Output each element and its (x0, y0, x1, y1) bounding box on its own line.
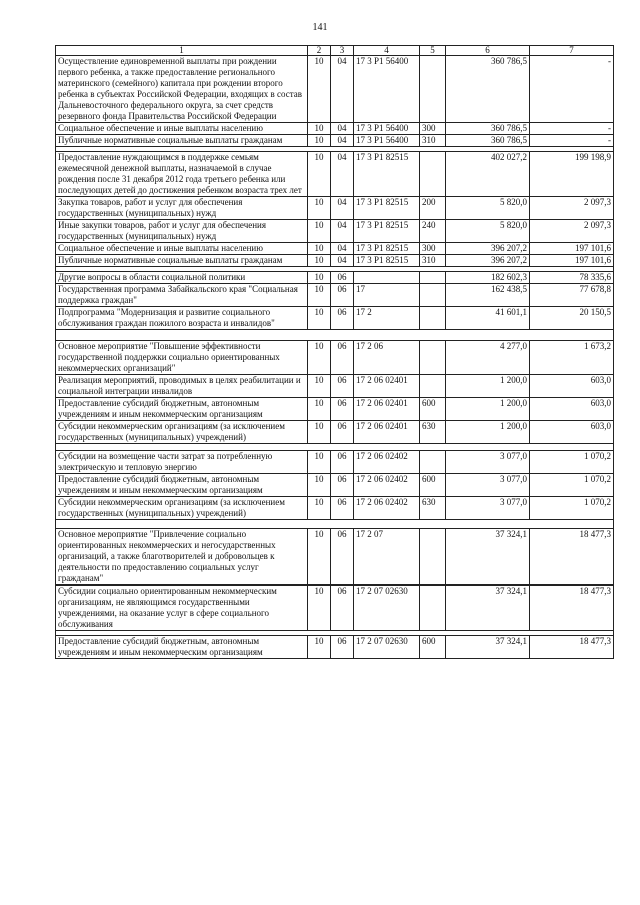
row-spacer-cell (56, 520, 614, 529)
amount-actual: 197 101,6 (530, 243, 614, 255)
row-name: Субсидии на возмещение части затрат за потребленную электрическую и тепловую энергию (56, 451, 308, 474)
amount-actual: 603,0 (530, 398, 614, 421)
expense-type-code: 600 (420, 398, 446, 421)
column-header: 5 (420, 46, 446, 56)
section-code: 10 (308, 421, 331, 444)
page-number: 141 (312, 22, 328, 33)
subsection-code: 06 (331, 474, 354, 497)
budget-table (55, 45, 614, 659)
subsection-code: 04 (331, 220, 354, 243)
amount-actual: 20 150,5 (530, 307, 614, 330)
table-row (56, 636, 614, 659)
row-name: Предоставление субсидий бюджетным, автономным учреждениям и иным некоммерческим организациям (56, 474, 308, 497)
row-spacer (56, 520, 614, 529)
subsection-code: 04 (331, 56, 354, 123)
section-code: 10 (308, 474, 331, 497)
table-row (56, 284, 614, 307)
article-code: 17 2 (354, 307, 420, 330)
row-name: Субсидии некоммерческим организациям (за исключением государственных (муниципальных) учреждений) (56, 497, 308, 520)
amount-actual: 18 477,3 (530, 636, 614, 659)
subsection-code: 06 (331, 307, 354, 330)
row-name: Социальное обеспечение и иные выплаты населению (56, 123, 308, 135)
article-code: 17 (354, 284, 420, 307)
expense-type-code: 310 (420, 135, 446, 147)
article-code: 17 2 06 02401 (354, 398, 420, 421)
row-name: Иные закупки товаров, работ и услуг для обеспечения государственных (муниципальных) нужд (56, 220, 308, 243)
section-code: 10 (308, 272, 331, 284)
table-row (56, 398, 614, 421)
amount-plan: 41 601,1 (446, 307, 530, 330)
expense-type-code (420, 341, 446, 375)
table-row (56, 307, 614, 330)
section-code: 10 (308, 586, 331, 631)
row-name: Предоставление субсидий бюджетным, автономным учреждениям и иным некоммерческим организациям (56, 398, 308, 421)
section-code: 10 (308, 197, 331, 220)
amount-plan: 37 324,1 (446, 586, 530, 631)
section-code: 10 (308, 497, 331, 520)
expense-type-code (420, 451, 446, 474)
expense-type-code: 300 (420, 123, 446, 135)
article-code (354, 272, 420, 284)
row-name: Предоставление субсидий бюджетным, автономным учреждениям и иным некоммерческим организациям (56, 636, 308, 659)
row-name: Субсидии некоммерческим организациям (за исключением государственных (муниципальных) учреждений) (56, 421, 308, 444)
amount-actual: 1 070,2 (530, 451, 614, 474)
expense-type-code: 200 (420, 197, 446, 220)
subsection-code: 06 (331, 341, 354, 375)
section-code: 10 (308, 135, 331, 147)
section-code: 10 (308, 56, 331, 123)
column-header: 4 (354, 46, 420, 56)
amount-actual: 77 678,8 (530, 284, 614, 307)
article-code: 17 2 06 02402 (354, 451, 420, 474)
expense-type-code (420, 272, 446, 284)
article-code: 17 2 06 02401 (354, 421, 420, 444)
table-row (56, 56, 614, 123)
amount-plan: 182 602,3 (446, 272, 530, 284)
amount-actual: 603,0 (530, 375, 614, 398)
table-row (56, 272, 614, 284)
amount-plan: 162 438,5 (446, 284, 530, 307)
article-code: 17 3 P1 82515 (354, 220, 420, 243)
article-code: 17 2 06 02402 (354, 474, 420, 497)
expense-type-code: 630 (420, 421, 446, 444)
row-spacer (56, 444, 614, 451)
table-row (56, 421, 614, 444)
amount-plan: 1 200,0 (446, 375, 530, 398)
row-name: Субсидии социально ориентированным некоммерческим организациям, не являющимся государственными учреждениями, на оказание услуг в сфере социального обслуживания (56, 586, 308, 631)
article-code: 17 3 P1 56400 (354, 123, 420, 135)
amount-actual: 603,0 (530, 421, 614, 444)
section-code: 10 (308, 398, 331, 421)
subsection-code: 04 (331, 243, 354, 255)
section-code: 10 (308, 243, 331, 255)
amount-actual: 1 070,2 (530, 497, 614, 520)
amount-plan: 396 207,2 (446, 255, 530, 267)
amount-actual: 78 335,6 (530, 272, 614, 284)
amount-plan: 396 207,2 (446, 243, 530, 255)
expense-type-code: 300 (420, 243, 446, 255)
amount-plan: 1 200,0 (446, 421, 530, 444)
row-name: Социальное обеспечение и иные выплаты населению (56, 243, 308, 255)
section-code: 10 (308, 375, 331, 398)
row-name: Осуществление единовременной выплаты при рождении первого ребенка, а также предоставление регионального материнского (семейного) капитала при рождении второго ребенка в субъектах Российской Федерации, входящих в состав Дальневосточного федерального округа, за счет средств резервного фонда Правительства Российской Федерации (56, 56, 308, 123)
expense-type-code: 600 (420, 636, 446, 659)
expense-type-code (420, 529, 446, 585)
row-name: Публичные нормативные социальные выплаты гражданам (56, 255, 308, 267)
section-code: 10 (308, 123, 331, 135)
row-name: Основное мероприятие "Повышение эффективности государственной поддержки социально ориентированных некоммерческих организаций" (56, 341, 308, 375)
subsection-code: 06 (331, 529, 354, 585)
table-row (56, 451, 614, 474)
expense-type-code (420, 56, 446, 123)
subsection-code: 06 (331, 272, 354, 284)
expense-type-code (420, 375, 446, 398)
section-code: 10 (308, 307, 331, 330)
section-code: 10 (308, 284, 331, 307)
table-row (56, 586, 614, 631)
column-header: 3 (331, 46, 354, 56)
expense-type-code: 630 (420, 497, 446, 520)
article-code: 17 3 P1 82515 (354, 243, 420, 255)
column-header: 1 (56, 46, 308, 56)
subsection-code: 04 (331, 152, 354, 197)
table-row (56, 474, 614, 497)
subsection-code: 06 (331, 451, 354, 474)
amount-actual: 2 097,3 (530, 197, 614, 220)
table-row (56, 529, 614, 585)
table-row (56, 135, 614, 147)
amount-plan: 360 786,5 (446, 135, 530, 147)
table-row (56, 197, 614, 220)
amount-actual: 197 101,6 (530, 255, 614, 267)
expense-type-code: 310 (420, 255, 446, 267)
column-header: 2 (308, 46, 331, 56)
table-row (56, 152, 614, 197)
amount-plan: 1 200,0 (446, 398, 530, 421)
row-name: Предоставление нуждающимся в поддержке семьям ежемесячной денежной выплаты, назначаемой в случае рождения после 31 декабря 2012 года третьего ребенка или последующих детей до достижения ребенком возраста трех лет (56, 152, 308, 197)
article-code: 17 3 P1 82515 (354, 197, 420, 220)
subsection-code: 06 (331, 284, 354, 307)
subsection-code: 04 (331, 123, 354, 135)
expense-type-code: 600 (420, 474, 446, 497)
section-code: 10 (308, 220, 331, 243)
amount-actual: 18 477,3 (530, 529, 614, 585)
column-number-row (56, 46, 614, 56)
row-name: Государственная программа Забайкальского края "Социальная поддержка граждан" (56, 284, 308, 307)
section-code: 10 (308, 529, 331, 585)
article-code: 17 2 07 02630 (354, 586, 420, 631)
row-name: Другие вопросы в области социальной политики (56, 272, 308, 284)
subsection-code: 06 (331, 398, 354, 421)
table-row (56, 375, 614, 398)
amount-plan: 4 277,0 (446, 341, 530, 375)
subsection-code: 06 (331, 375, 354, 398)
article-code: 17 2 07 (354, 529, 420, 585)
row-spacer-cell (56, 444, 614, 451)
subsection-code: 04 (331, 197, 354, 220)
expense-type-code (420, 586, 446, 631)
amount-actual: 1 070,2 (530, 474, 614, 497)
amount-plan: 3 077,0 (446, 451, 530, 474)
row-name: Публичные нормативные социальные выплаты гражданам (56, 135, 308, 147)
table-row (56, 497, 614, 520)
section-code: 10 (308, 636, 331, 659)
amount-actual: - (530, 135, 614, 147)
column-header: 6 (446, 46, 530, 56)
expense-type-code (420, 152, 446, 197)
amount-actual: 199 198,9 (530, 152, 614, 197)
article-code: 17 2 06 (354, 341, 420, 375)
amount-plan: 360 786,5 (446, 123, 530, 135)
amount-plan: 37 324,1 (446, 636, 530, 659)
amount-plan: 37 324,1 (446, 529, 530, 585)
article-code: 17 2 06 02402 (354, 497, 420, 520)
article-code: 17 3 P1 82515 (354, 152, 420, 197)
expense-type-code (420, 307, 446, 330)
subsection-code: 04 (331, 255, 354, 267)
section-code: 10 (308, 152, 331, 197)
subsection-code: 06 (331, 586, 354, 631)
expense-type-code (420, 284, 446, 307)
row-name: Подпрограмма "Модернизация и развитие социального обслуживания граждан пожилого возраста и инвалидов" (56, 307, 308, 330)
section-code: 10 (308, 341, 331, 375)
section-code: 10 (308, 451, 331, 474)
row-spacer (56, 330, 614, 341)
column-header: 7 (530, 46, 614, 56)
article-code: 17 2 07 02630 (354, 636, 420, 659)
amount-plan: 5 820,0 (446, 220, 530, 243)
article-code: 17 3 P1 56400 (354, 56, 420, 123)
amount-plan: 5 820,0 (446, 197, 530, 220)
amount-plan: 402 027,2 (446, 152, 530, 197)
table-row (56, 243, 614, 255)
amount-plan: 360 786,5 (446, 56, 530, 123)
expense-type-code: 240 (420, 220, 446, 243)
table-row (56, 220, 614, 243)
row-name: Реализация мероприятий, проводимых в целях реабилитации и социальной интеграции инвалидов (56, 375, 308, 398)
subsection-code: 04 (331, 135, 354, 147)
table-row (56, 123, 614, 135)
row-spacer-cell (56, 330, 614, 341)
row-name: Основное мероприятие "Привлечение социально ориентированных некоммерческих и негосударственных организаций, а также благотворителей и добровольцев к деятельности по предоставлению социальных услуг гражданам" (56, 529, 308, 585)
table-row (56, 341, 614, 375)
amount-actual: 1 673,2 (530, 341, 614, 375)
article-code: 17 3 P1 82515 (354, 255, 420, 267)
amount-actual: 18 477,3 (530, 586, 614, 631)
amount-actual: 2 097,3 (530, 220, 614, 243)
section-code: 10 (308, 255, 331, 267)
amount-plan: 3 077,0 (446, 474, 530, 497)
row-name: Закупка товаров, работ и услуг для обеспечения государственных (муниципальных) нужд (56, 197, 308, 220)
amount-actual: - (530, 56, 614, 123)
subsection-code: 06 (331, 497, 354, 520)
subsection-code: 06 (331, 636, 354, 659)
article-code: 17 3 P1 56400 (354, 135, 420, 147)
subsection-code: 06 (331, 421, 354, 444)
article-code: 17 2 06 02401 (354, 375, 420, 398)
amount-actual: - (530, 123, 614, 135)
table-row (56, 255, 614, 267)
amount-plan: 3 077,0 (446, 497, 530, 520)
